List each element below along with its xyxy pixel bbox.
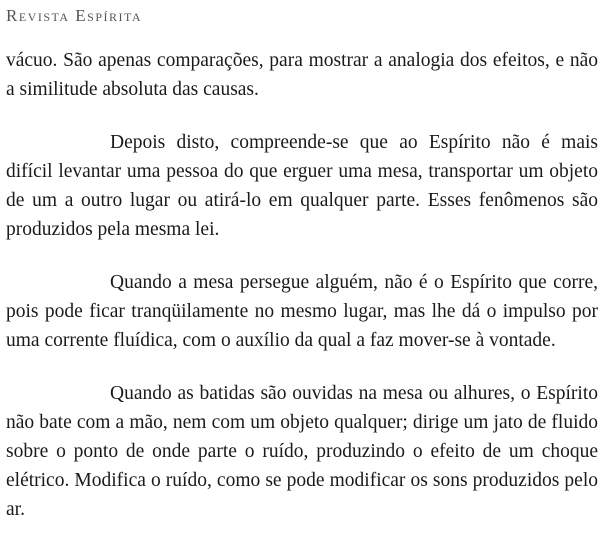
running-header: Revista Espírita (6, 6, 143, 25)
paragraph: Quando a mesa persegue alguém, não é o Espírito que corre, pois pode ficar tranqüilamente no mesmo lugar, mas lhe dá o impulso por uma corrente fluídica, com o auxílio da qual a faz mover-se à vontade. (6, 272, 598, 351)
paragraph: Quando as batidas são ouvidas na mesa ou alhures, o Espírito não bate com a mão, nem com um objeto qualquer; dirige um jato de fluido sobre o ponto de onde parte o ruído, produzindo o efeito de um choque elétrico. Modifica o ruído, como se pode modificar os sons produzidos pelo ar. (6, 383, 598, 520)
paragraph-continued: vácuo. São apenas comparações, para mostrar a analogia dos efeitos, e não a similitude absoluta das causas. (6, 50, 598, 100)
page-body (6, 46, 598, 548)
paragraph: Depois disto, compreende-se que ao Espírito não é mais difícil levantar uma pessoa do que erguer uma mesa, transportar um objeto de um a outro lugar ou atirá-lo em qualquer parte. Esses fenômenos são produzidos pela mesma lei. (6, 132, 598, 240)
